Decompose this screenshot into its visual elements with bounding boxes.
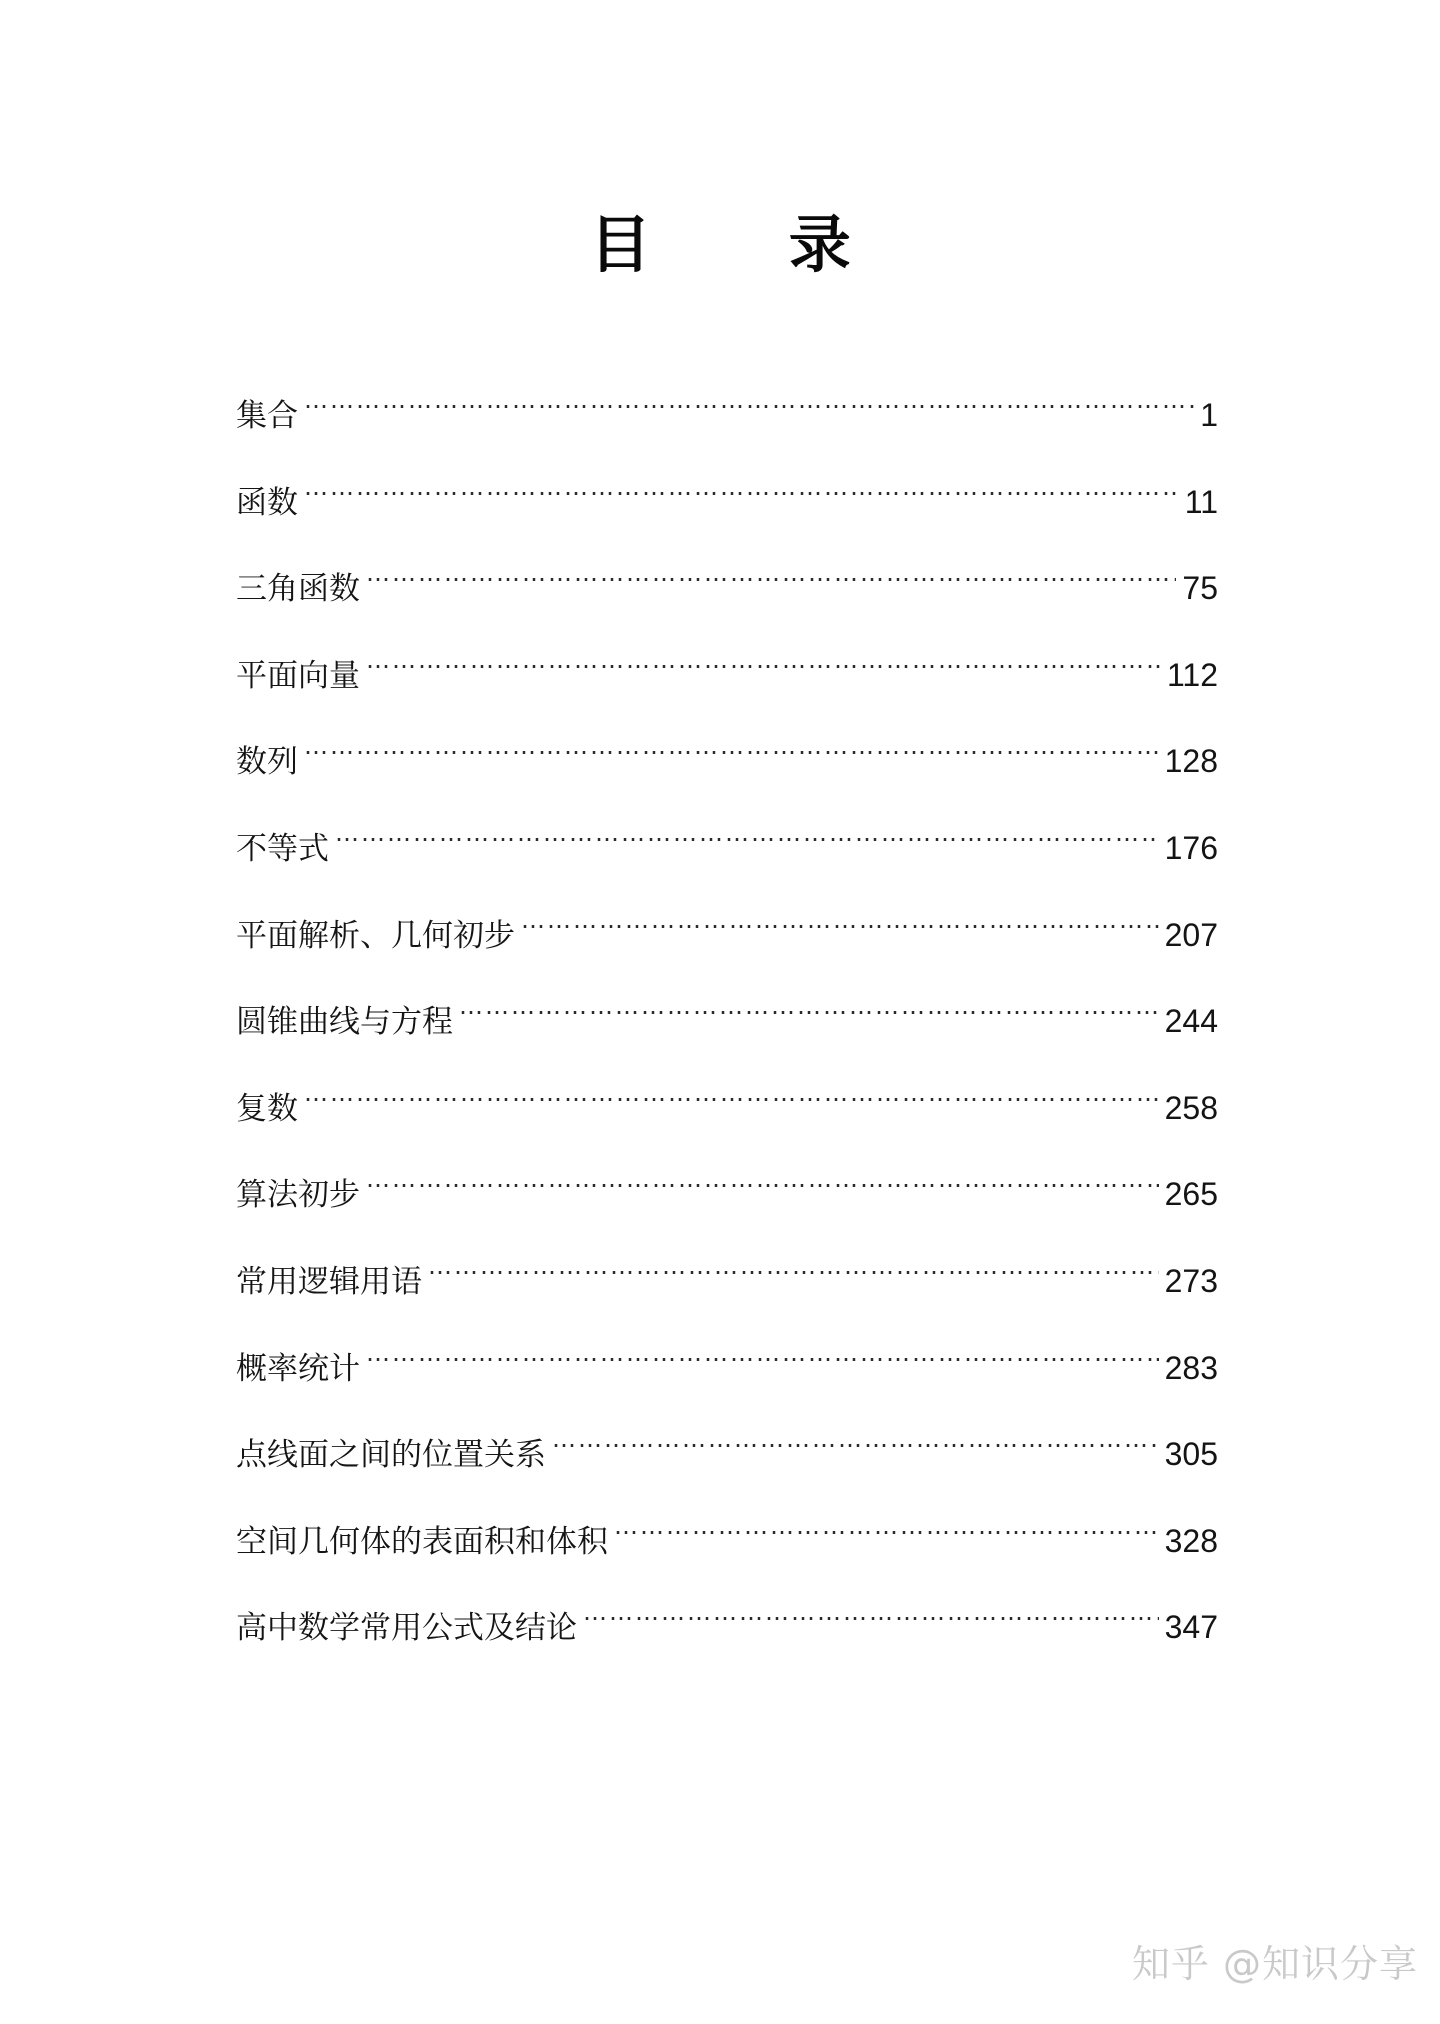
toc-entry[interactable]	[236, 1409, 1218, 1496]
toc-dot-leader	[366, 543, 1176, 599]
toc-entry-page: 283	[1164, 1349, 1218, 1386]
toc-entry[interactable]	[236, 543, 1218, 630]
toc-entry[interactable]	[236, 457, 1218, 544]
toc-entry-label: 三角函数	[236, 571, 360, 608]
toc-entry-page: 258	[1164, 1089, 1218, 1126]
toc-entry-label: 复数	[236, 1090, 298, 1127]
toc-entry[interactable]	[236, 1063, 1218, 1150]
toc-entry[interactable]	[236, 1582, 1218, 1669]
toc-entry-page: 305	[1164, 1436, 1218, 1473]
toc-dot-leader	[366, 1323, 1159, 1379]
toc-entry-label: 算法初步	[236, 1177, 360, 1214]
toc-dot-leader	[366, 1149, 1159, 1205]
toc-entry-label: 集合	[236, 398, 298, 434]
toc-entry-label: 平面向量	[236, 657, 360, 694]
toc-dot-leader	[583, 1582, 1159, 1638]
toc-entry[interactable]	[236, 1236, 1218, 1323]
toc-entry-label: 点线面之间的位置关系	[236, 1437, 546, 1474]
toc-entry[interactable]	[236, 1496, 1218, 1583]
toc-entry-page: 11	[1184, 483, 1218, 520]
toc-entry-page: 75	[1182, 570, 1218, 607]
toc-entry-page: 244	[1164, 1003, 1218, 1040]
toc-dot-leader	[552, 1409, 1159, 1465]
toc-entry[interactable]	[236, 1149, 1218, 1236]
toc-entry-page: 112	[1166, 656, 1218, 693]
toc-dot-leader	[614, 1496, 1159, 1552]
toc-dot-leader	[521, 890, 1159, 946]
toc-entry[interactable]	[236, 630, 1218, 717]
toc-entry[interactable]	[236, 716, 1218, 803]
toc-dot-leader	[304, 370, 1194, 426]
toc-entry-page: 265	[1164, 1176, 1218, 1213]
toc-entry-label: 平面解析、几何初步	[236, 917, 515, 954]
toc-dot-leader	[459, 976, 1159, 1032]
toc-entry[interactable]	[236, 370, 1218, 457]
toc-entry-page: 128	[1164, 743, 1218, 780]
toc-entry-page: 1	[1200, 397, 1218, 433]
toc-entry[interactable]	[236, 1323, 1218, 1410]
toc-dot-leader	[304, 716, 1159, 772]
toc-entry-label: 数列	[236, 744, 298, 781]
toc-dot-leader	[304, 457, 1179, 513]
toc-entry-label: 函数	[236, 484, 298, 521]
toc-entry-page: 176	[1164, 829, 1218, 866]
toc-entry[interactable]	[236, 803, 1218, 890]
toc-entry-label: 常用逻辑用语	[236, 1263, 422, 1300]
page-title: 目 录	[589, 208, 909, 281]
toc-dot-leader	[335, 803, 1159, 859]
watermark: 知乎 @知识分享	[1131, 1942, 1418, 1986]
toc-entry-label: 不等式	[236, 830, 329, 867]
toc-entry-page: 273	[1164, 1262, 1218, 1299]
toc-entry-label: 空间几何体的表面积和体积	[236, 1523, 608, 1560]
toc-entry-page: 347	[1164, 1609, 1218, 1646]
toc-dot-leader	[428, 1236, 1159, 1292]
toc-entry-page: 207	[1164, 916, 1218, 953]
toc-entry-label: 概率统计	[236, 1350, 360, 1387]
toc-entry-label: 高中数学常用公式及结论	[236, 1610, 577, 1647]
toc-entry-page: 328	[1164, 1522, 1218, 1559]
toc-dot-leader	[366, 630, 1161, 686]
toc-entry-label: 圆锥曲线与方程	[236, 1004, 453, 1041]
toc-dot-leader	[304, 1063, 1159, 1119]
table-of-contents	[236, 370, 1218, 1669]
toc-entry[interactable]	[236, 976, 1218, 1063]
toc-entry[interactable]	[236, 890, 1218, 977]
